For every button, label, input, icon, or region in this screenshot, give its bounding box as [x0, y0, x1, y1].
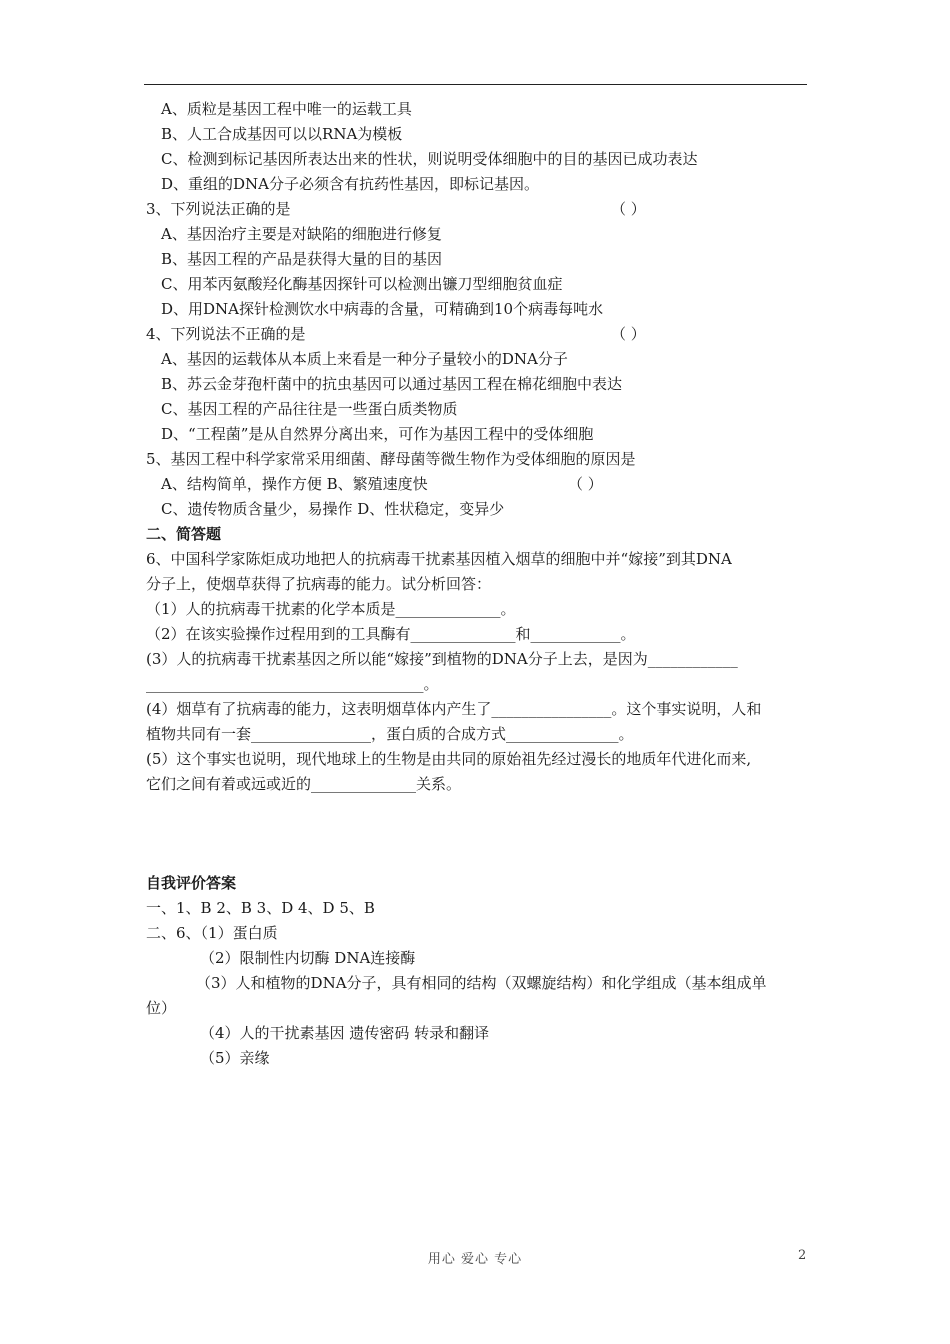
- q3-answer-paren: （ ）: [611, 200, 646, 218]
- q2-option-c: C、检测到标记基因所表达出来的性状，则说明受体细胞中的目的基因已成功表达: [161, 150, 698, 168]
- q5-stem: 5、基因工程中科学家常采用细菌、酵母菌等微生物作为受体细胞的原因是: [146, 450, 636, 468]
- q6-part1: （1）人的抗病毒干扰素的化学本质是______________。: [146, 600, 516, 618]
- q2-option-d: D、重组的DNA分子必须含有抗药性基因，即标记基因。: [161, 175, 540, 193]
- q6-part5-line2: 它们之间有着或远或近的______________关系。: [146, 775, 462, 793]
- q5-options-ab: A、结构简单，操作方便 B、繁殖速度快: [161, 475, 428, 493]
- q4-answer-paren: （ ）: [611, 325, 646, 343]
- q3-stem: 3、下列说法正确的是: [146, 200, 291, 218]
- q6-part3-line1: (3）人的抗病毒干扰素基因之所以能“嫁接”到植物的DNA分子上去，是因为____________: [146, 650, 738, 668]
- q5-options-cd: C、遗传物质含量少，易操作 D、性状稳定，变异少: [161, 500, 505, 518]
- page-number: 2: [798, 1248, 807, 1263]
- q6-part4-line1: (4）烟草有了抗病毒的能力，这表明烟草体内产生了________________。这个事实说明，人和: [146, 700, 762, 718]
- q4-option-b: B、苏云金芽孢杆菌中的抗虫基因可以通过基因工程在棉花细胞中表达: [161, 375, 623, 393]
- q5-answer-paren: （ ）: [568, 475, 603, 493]
- q3-option-d: D、用DNA探针检测饮水中病毒的含量，可精确到10个病毒每吨水: [161, 300, 604, 318]
- q4-option-d: D、“工程菌”是从自然界分离出来，可作为基因工程中的受体细胞: [161, 425, 594, 443]
- q2-option-a: A、质粒是基因工程中唯一的运载工具: [161, 100, 412, 118]
- answers-part2-item5: （5）亲缘: [200, 1049, 270, 1067]
- answers-part2-item3-line2: 位）: [146, 999, 177, 1017]
- q3-option-b: B、基因工程的产品是获得大量的目的基因: [161, 250, 443, 268]
- q6-stem-line1: 6、中国科学家陈炬成功地把人的抗病毒干扰素基因植入烟草的细胞中并“嫁接”到其DNA: [146, 550, 732, 568]
- q3-option-a: A、基因治疗主要是对缺陷的细胞进行修复: [161, 225, 442, 243]
- q6-stem-line2: 分子上，使烟草获得了抗病毒的能力。试分析回答：: [146, 575, 492, 593]
- header-rule: [144, 84, 807, 85]
- q3-option-c: C、用苯丙氨酸羟化酶基因探针可以检测出镰刀型细胞贫血症: [161, 275, 563, 293]
- q6-part3-line2: _____________________________________。: [146, 675, 439, 693]
- q2-option-b: B、人工合成基因可以以RNA为模板: [161, 125, 403, 143]
- answers-part1: 一、1、B 2、B 3、D 4、D 5、B: [146, 899, 375, 917]
- answers-part2-item3-line1: （3）人和植物的DNA分子，具有相同的结构（双螺旋结构）和化学组成（基本组成单: [196, 974, 767, 992]
- q6-part4-line2: 植物共同有一套________________，蛋白质的合成方式_______________。: [146, 725, 634, 743]
- q4-stem: 4、下列说法不正确的是: [146, 325, 306, 343]
- q6-part5-line1: (5）这个事实也说明，现代地球上的生物是由共同的原始祖先经过漫长的地质年代进化而来,: [146, 750, 752, 768]
- section-title-short-answer: 二、简答题: [146, 525, 222, 543]
- answers-title: 自我评价答案: [146, 874, 237, 892]
- q4-option-a: A、基因的运载体从本质上来看是一种分子量较小的DNA分子: [161, 350, 568, 368]
- page-footer: 用心 爱心 专心: [427, 1252, 523, 1267]
- answers-part2-item2: （2）限制性内切酶 DNA连接酶: [200, 949, 416, 967]
- q4-option-c: C、基因工程的产品往往是一些蛋白质类物质: [161, 400, 458, 418]
- q6-part2: （2）在该实验操作过程用到的工具酶有______________和____________。: [146, 625, 636, 643]
- answers-part2-item1: 二、6、（1）蛋白质: [146, 924, 278, 942]
- answers-part2-item4: （4）人的干扰素基因 遗传密码 转录和翻译: [200, 1024, 490, 1042]
